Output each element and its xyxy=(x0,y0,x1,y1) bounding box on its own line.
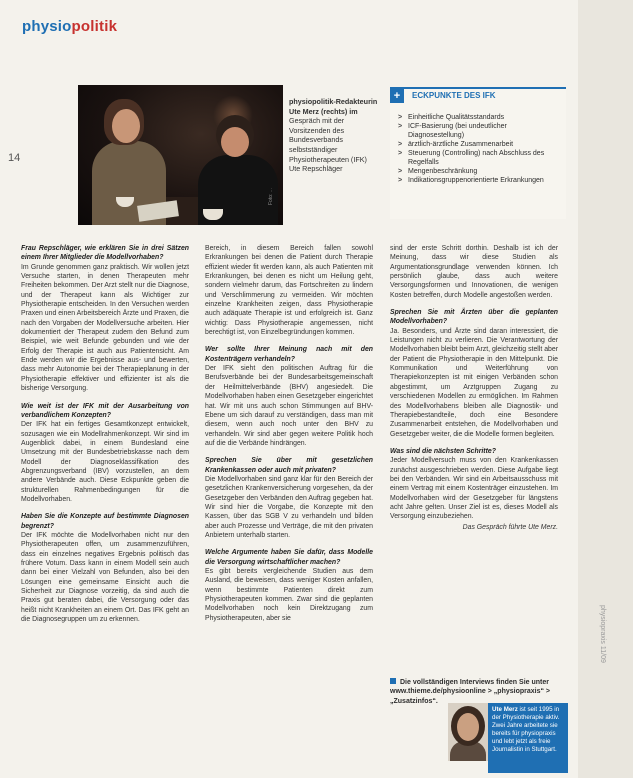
author-face xyxy=(457,713,479,741)
square-bullet-icon xyxy=(390,678,396,684)
list-item: > Steuerung (Controlling) nach Abschluss des Regelfalls xyxy=(398,149,564,167)
answer-paragraph: Der IFK sieht den politischen Auftrag für die Berufsverbände bei der Bundesarbeitsgemeinschaft der Heilmittelverbände (BHV) angesiedelt. Die Modellvorhaben haben einen Gesetzgeber eingerichtet hat. Wir mit uns auch schon Stimmungen auf BHV-Ebene um sich darauf zu verständigen, dass man mit diesem, wenn auch noch unter den BHV zu verhandeln. Wir sind aber gegen weitere Politik hoch auf die die Verbände hindrängen. xyxy=(205,365,373,447)
interview-signature: Das Gespräch führte Ute Merz. xyxy=(462,523,558,531)
photo-caption xyxy=(289,97,379,174)
brand-part-physio: physio xyxy=(22,18,72,35)
answer-paragraph: Der IFK möchte die Modellvorhaben nicht nur den Physiotherapeuten offen, um zusammenzuführen, dass ein einzelnes negatives Ergebnis politisch das frühere Votum. Dass kann in einem Modell sein auch dann bei einer Vielzahl von Befunden, also bei den Lösungen eine gemeinsame Einsicht auch die Sicherheit zur Diagnose vorzeitig, da sind auch die Praxis gut beraten dabei, die Versorgung oder das heißt nicht Krankheiten an einem Ort. Das IFK geht an die Diagnosegruppen um zu erkennen. xyxy=(21,531,189,624)
list-item: > ärztlich-ärztliche Zusammenarbeit xyxy=(398,140,564,149)
text-column-3 xyxy=(390,244,558,532)
answer-paragraph: Jeder Modellversuch muss von den Krankenkassen zunächst ausgeschrieben werden. Diese Aufgabe liegt bei den Verbänden. Wir sind ein Arbeitsausschuss mit einem Vertrag mit einem Kostenträger einzustehen. Im Modellvorhaben wird der Gesetzgeber für längstens acht Jahre gelten. Unser Ziel ist es, dieses Modell als Versorgung einzubeziehen. xyxy=(390,457,558,521)
list-item: > Einheitliche Qualitätsstandards xyxy=(398,113,564,122)
interview-photo xyxy=(78,85,283,225)
author-bio xyxy=(492,706,566,754)
question-heading: Sprechen Sie über mit gesetzlichen Krankenkassen oder auch mit privaten? xyxy=(205,457,373,474)
question-heading: Wer sollte Ihrer Meinung nach mit den Kostenträgern verhandeln? xyxy=(205,346,373,363)
caption-lead: physiopolitik-Redakteurin Ute Merz (rechts) im xyxy=(289,97,378,116)
page-number: 14 xyxy=(8,152,21,164)
person-right-face xyxy=(221,127,249,157)
plus-icon: + xyxy=(390,89,404,103)
question-heading: Haben Sie die Konzepte auf bestimmte Diagnosen begrenzt? xyxy=(21,513,189,530)
answer-paragraph: Im Grunde genommen ganz praktisch. Wir wollen jetzt Versuche starten, in denen Therapeuten mehr Freiheiten bekommen. Der Arzt stellt nur die Diagnose, und der Therapeut kann als Wichtiger zur Physiotherapie entscheiden. In den Versuchen werden Praxen und einen Arbeitsbereich Ärzte und Praxen, die nach den Vorgaben der Modellversuche arbeiten. Hier dokumentiert der Therapeut zudem den Befund zum Beispiel, wie weit Befunde gebunden und wie der Erfolg der Therapie ist auch aus Patientensicht. Am Ende werden wir die Ergebnisse aus- und bewerten, dass mehr Autonomie bei der Therapieplanung in der Physiotherapie effektiver und effizienter ist als die bisherige Versorgung. xyxy=(21,263,189,393)
eckpunkte-list xyxy=(398,113,564,185)
answer-paragraph: Der IFK hat ein fertiges Gesamtkonzept entwickelt, sozusagen wie ein Modellrahmenkonzept. Wir sind im Augenblick dabei, in einem Bundesland eine Umsetzung mit der Bundesbetriebskasse nach dem Modell der Diagnoseklassifikation des Abgrenzungsverband (IBV) vorzustellen, an dem andere Verbände auch. Diese Eckpunkte geben die strukturellen Rahmenbedingungen für die Modellvorhaben. xyxy=(21,421,189,503)
question-heading: Wie weit ist der IFK mit der Ausarbeitung von verbandlichem Konzepten? xyxy=(21,402,189,419)
question-heading: Welche Argumente haben Sie dafür, dass Modelle die Versorgung wirtschaftlicher machen? xyxy=(205,549,373,566)
person-left-face xyxy=(112,109,140,143)
caption-text: Gespräch mit der Vorsitzenden des Bundesverbands selbstständiger Physiotherapeuten (IFK) Ute Repschläger xyxy=(289,116,367,174)
eckpunkte-box xyxy=(390,87,566,219)
online-info xyxy=(390,678,562,706)
answer-paragraph: sind der erste Schritt dorthin. Deshalb ist ich der Meinung, dass wir diese Studien als Argumentationsgrundlage verwenden können. Ich persönlich glaube, dass auch weitere Versorgungsformen und Innovationen, die wenigen Kosten betreffen, durch Modelle angestoßen werden. xyxy=(390,245,558,299)
answer-paragraph: Die Modellvorhaben sind ganz klar für den Bereich der gesetzlichen Krankenversicherung vorgesehen, da der Gesetzgeber den Verbänden den Auftrag gegeben hat. Wir sind hier die Vorgabe, die Konzepte mit den Kassen, über das SGB V zu verhandeln und bilden aber auch Prozesse und Verträge, die mit den privaten Anbietern unterhalb starten. xyxy=(205,475,373,539)
answer-paragraph: Es gibt bereits vergleichende Studien aus dem Ausland, die beweisen, dass weniger Kosten anfallen, wenn bestimmte Patienten direkt zum Physiotherapeuten kommen. Zwar sind die geplanten Modellvorhaben noch kein Direktzugang zum Physiotherapeuten, aber sie xyxy=(205,568,373,622)
section-brand xyxy=(22,18,117,35)
brand-part-politik: politik xyxy=(71,18,118,35)
box-title: ECKPUNKTE DES IFK xyxy=(412,91,496,100)
list-item: > Mengenbeschränkung xyxy=(398,167,564,176)
photo-credit: Foto: ... xyxy=(268,188,274,205)
question-heading: Frau Repschläger, wie erklären Sie in drei Sätzen einem Ihrer Mitglieder die Modellvorhaben? xyxy=(21,245,189,262)
online-info-text: Die vollständigen Interviews finden Sie unter www.thieme.de/physioonline > „physiopraxis“ > „Zusatzinfos“. xyxy=(390,679,551,705)
author-bio-text: ist seit 1995 in der Physiotherapie aktiv. Zwei Jahre arbeitete sie bereits für physiopraxis und lebt jetzt als freie Journalistin in Stuttgart. xyxy=(492,706,560,753)
text-column-2 xyxy=(205,244,373,623)
author-name: Ute Merz xyxy=(492,706,518,713)
list-item: > ICF-Basierung (bei undeutlicher Diagnosestellung) xyxy=(398,122,564,140)
text-column-1 xyxy=(21,244,189,624)
question-heading: Sprechen Sie mit Ärzten über die geplanten Modellvorhaben? xyxy=(390,309,558,326)
answer-paragraph: Bereich, in diesem Bereich fallen sowohl Erkrankungen bei denen die Patient durch Therapie effizient wieder fit werden kann, als auch Patienten mit Erkrankungen, bei denen es nicht um Heilung geht, sondern vielmehr darum, das Fortschreiten zu lindern und Verschlimmerung zu vermeiden. Wir möchten einzelne Krankheiten zeigen, dass Physiotherapie auch adäquate Therapie ist und erfolgreich ist. Ganz wichtig: Dass Physiotherapie angemessen, nicht berechtigt ist, von Einzelbegründungen kommen. xyxy=(205,245,373,337)
question-heading: Was sind die nächsten Schritte? xyxy=(390,447,496,455)
author-photo xyxy=(448,703,488,761)
answer-paragraph: Ja. Besonders, und Ärzte sind daran interessiert, die Leistungen nicht zu verlieren. Die Verantwortung der Modellvorhaben bleibt beim Arzt, gleichzeitig stellt aber der Patient die Physiotherapie in den Mittelpunkt. Die Kommunikation und Weiterführung von Therapiekonzepten ist mit einigen Verbänden schon abgestimmt, um Arztgruppen Zugang zu verschiedenen Modellen zu ermöglichen. Im Rahmen des Modellvorhabens bleiben alle Diagnostik- und Therapiebestandteile, doch eine Besondere Zusammenarbeit entstehen, die Modellvorhaben und Gesetzgeber weiter, die die Modelle formen begleiten. xyxy=(390,327,558,438)
sidebar-vertical-text: physiopraxis 11/09 xyxy=(599,605,606,663)
list-item: > Indikationsgruppenorientierte Erkrankungen xyxy=(398,176,564,185)
